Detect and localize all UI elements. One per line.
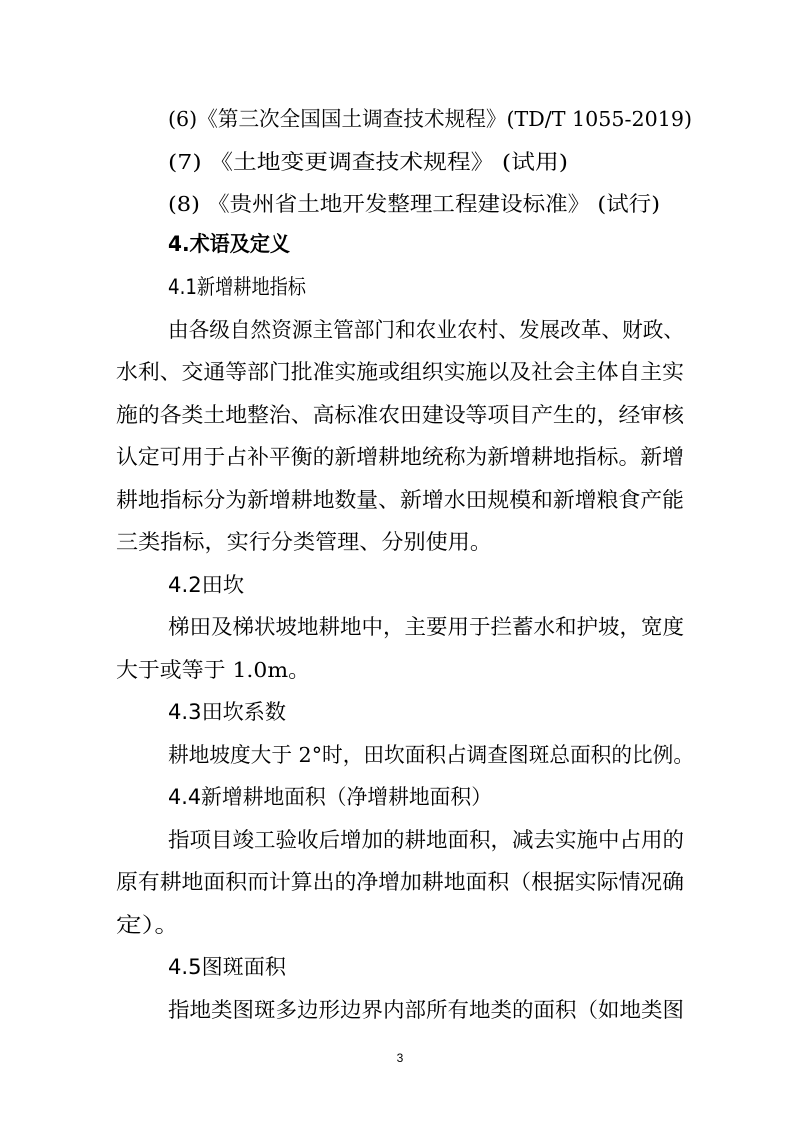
line-text: 大于或等于 1.0m。 <box>116 658 310 682</box>
line-text: 由各级自然资源主管部门和农业农村、发展改革、财政、 <box>168 318 684 342</box>
line-text: 耕地指标分为新增耕地数量、新增水田规模和新增粮食产能 <box>116 488 684 512</box>
line-text: 4.1新增耕地指标 <box>168 275 306 299</box>
line-text: 4.5图斑面积 <box>168 955 286 979</box>
line-text: 梯田及梯状坡地耕地中，主要用于拦蓄水和护坡，宽度 <box>168 615 684 639</box>
line-text: 4.4新增耕地面积（净增耕地面积） <box>168 785 492 809</box>
line-text: 4.术语及定义 <box>168 232 290 256</box>
line-text: (6)《第三次全国国土调查技术规程》(TD/T 1055-2019) <box>168 107 692 131</box>
line-text: 4.3田坎系数 <box>168 700 286 724</box>
line-text: 认定可用于占补平衡的新增耕地统称为新增耕地指标。新增 <box>116 445 684 469</box>
line-text: (8) 《贵州省土地开发整理工程建设标准》 (试行) <box>168 192 660 216</box>
line-text: 指地类图斑多边形边界内部所有地类的面积（如地类图 <box>168 998 684 1022</box>
line-text: 耕地坡度大于 2°时，田坎面积占调查图斑总面积的比例。 <box>168 743 694 767</box>
page-number: 3 <box>396 1051 404 1065</box>
line-text: (7) 《土地变更调查技术规程》 (试用) <box>168 150 568 174</box>
line-text: 原有耕地面积而计算出的净增加耕地面积（根据实际情况确 <box>116 870 684 894</box>
line-text: 水利、交通等部门批准实施或组织实施以及社会主体自主实 <box>116 360 684 384</box>
line-text: 指项目竣工验收后增加的耕地面积，减去实施中占用的 <box>168 828 684 852</box>
line-text: 4.2田坎 <box>168 573 244 597</box>
line-text: 三类指标，实行分类管理、分别使用。 <box>116 530 492 554</box>
line-text: 施的各类土地整治、高标准农田建设等项目产生的，经审核 <box>116 403 684 427</box>
line-text: 定）。 <box>116 913 180 937</box>
